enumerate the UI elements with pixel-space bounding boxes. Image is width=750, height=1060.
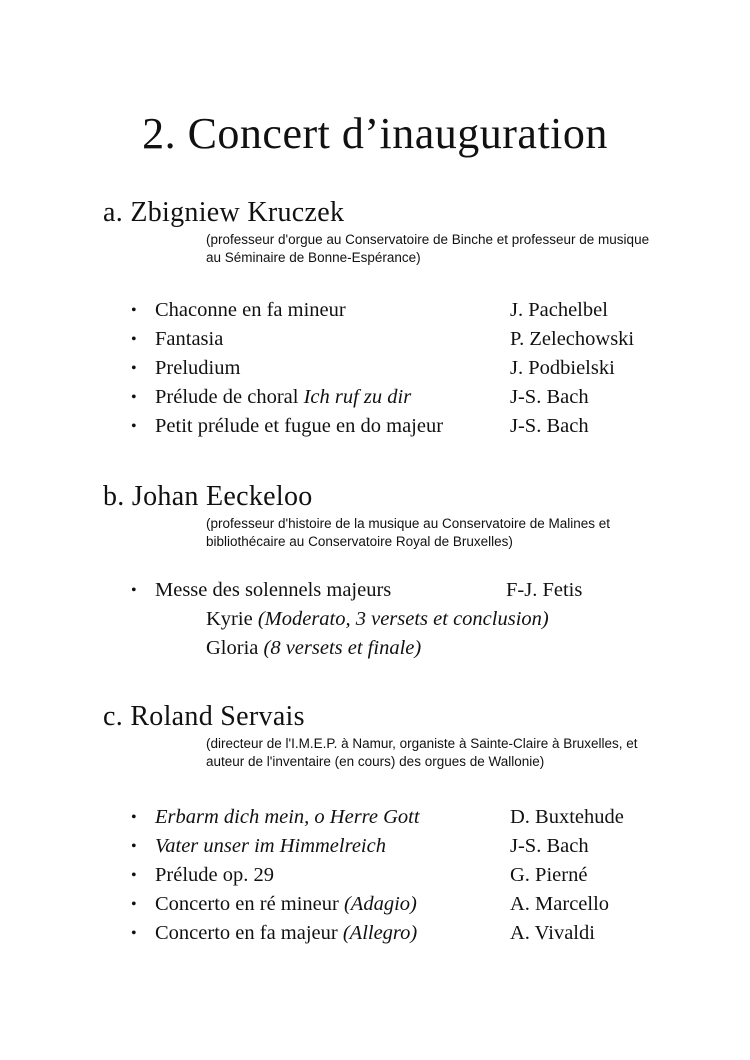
mass-movement [103, 634, 703, 663]
work-title: Fantasia [155, 328, 224, 350]
program-list-b [103, 576, 703, 663]
work-title-italic: Ich ruf zu dir [303, 386, 412, 408]
composer: D. Buxtehude [510, 806, 624, 828]
composer: G. Pierné [510, 864, 588, 886]
composer: J-S. Bach [510, 415, 589, 437]
movement-name: Kyrie [206, 608, 258, 630]
bullet: • [131, 809, 137, 826]
section-kruczek [103, 197, 703, 267]
work-title [155, 890, 417, 919]
list-item [103, 890, 703, 919]
movement-detail: (8 versets et finale) [263, 637, 422, 659]
bullet: • [131, 925, 137, 942]
work-title [155, 383, 411, 412]
list-item [103, 919, 703, 948]
bullet: • [131, 418, 137, 435]
performer-note: (professeur d'histoire de la musique au Conservatoire de Malines et bibliothécaire au Conservatoire Royal de Bruxelles) [206, 516, 611, 549]
list-item [103, 832, 703, 861]
performer-name: a. Zbigniew Kruczek [103, 197, 345, 228]
bullet: • [131, 389, 137, 406]
composer: F-J. Fetis [506, 579, 583, 601]
work-title: Petit prélude et fugue en do majeur [155, 415, 444, 437]
performer-name: c. Roland Servais [103, 701, 305, 732]
performer-name: b. Johan Eeckeloo [103, 481, 313, 512]
list-item [103, 803, 703, 832]
work-title: Vater unser im Himmelreich [155, 835, 386, 857]
movement-name: Gloria [206, 637, 264, 659]
movement-detail: (Moderato, 3 versets et conclusion) [257, 608, 549, 630]
composer: P. Zelechowski [510, 328, 635, 350]
bullet: • [131, 896, 137, 913]
performer-note: (directeur de l'I.M.E.P. à Namur, organiste à Sainte-Claire à Bruxelles, et auteur de l'inventaire (en cours) des orgues de Wallonie) [206, 736, 638, 769]
work-title: Preludium [155, 357, 241, 379]
page-title: 2. Concert d’inauguration [142, 109, 608, 158]
list-item [103, 354, 703, 383]
work-title: Messe des solennels majeurs [155, 579, 392, 601]
composer: J-S. Bach [510, 835, 589, 857]
composer: A. Marcello [510, 893, 610, 915]
work-title-plain: Concerto en ré mineur [155, 893, 344, 915]
bullet: • [131, 360, 137, 377]
list-item [103, 861, 703, 890]
bullet: • [131, 331, 137, 348]
work-title: Erbarm dich mein, o Herre Gott [155, 806, 420, 828]
performer-note: (professeur d'orgue au Conservatoire de Binche et professeur de musique au Séminaire de Bonne-Espérance) [206, 232, 650, 265]
work-title-italic: (Allegro) [342, 922, 418, 944]
movement-title [206, 605, 549, 634]
section-servais [103, 701, 703, 771]
program-list-c [103, 803, 703, 948]
bullet: • [131, 867, 137, 884]
bullet: • [131, 582, 137, 599]
composer: A. Vivaldi [510, 922, 595, 944]
list-item [103, 296, 703, 325]
composer: J. Podbielski [510, 357, 615, 379]
bullet: • [131, 838, 137, 855]
work-title [155, 919, 417, 948]
program-list-a [103, 296, 703, 441]
composer: J-S. Bach [510, 386, 589, 408]
movement-title [206, 634, 421, 663]
work-title-italic: (Adagio) [343, 893, 417, 915]
work-title: Prélude op. 29 [155, 864, 274, 886]
bullet: • [131, 302, 137, 319]
composer: J. Pachelbel [510, 299, 608, 321]
work-title: Chaconne en fa mineur [155, 299, 346, 321]
section-eeckeloo [103, 481, 703, 551]
work-title-plain: Prélude de choral [155, 386, 304, 408]
list-item [103, 325, 703, 354]
list-item [103, 412, 703, 441]
work-title-plain: Concerto en fa majeur [155, 922, 343, 944]
list-item [103, 576, 703, 605]
list-item [103, 383, 703, 412]
mass-movement [103, 605, 703, 634]
